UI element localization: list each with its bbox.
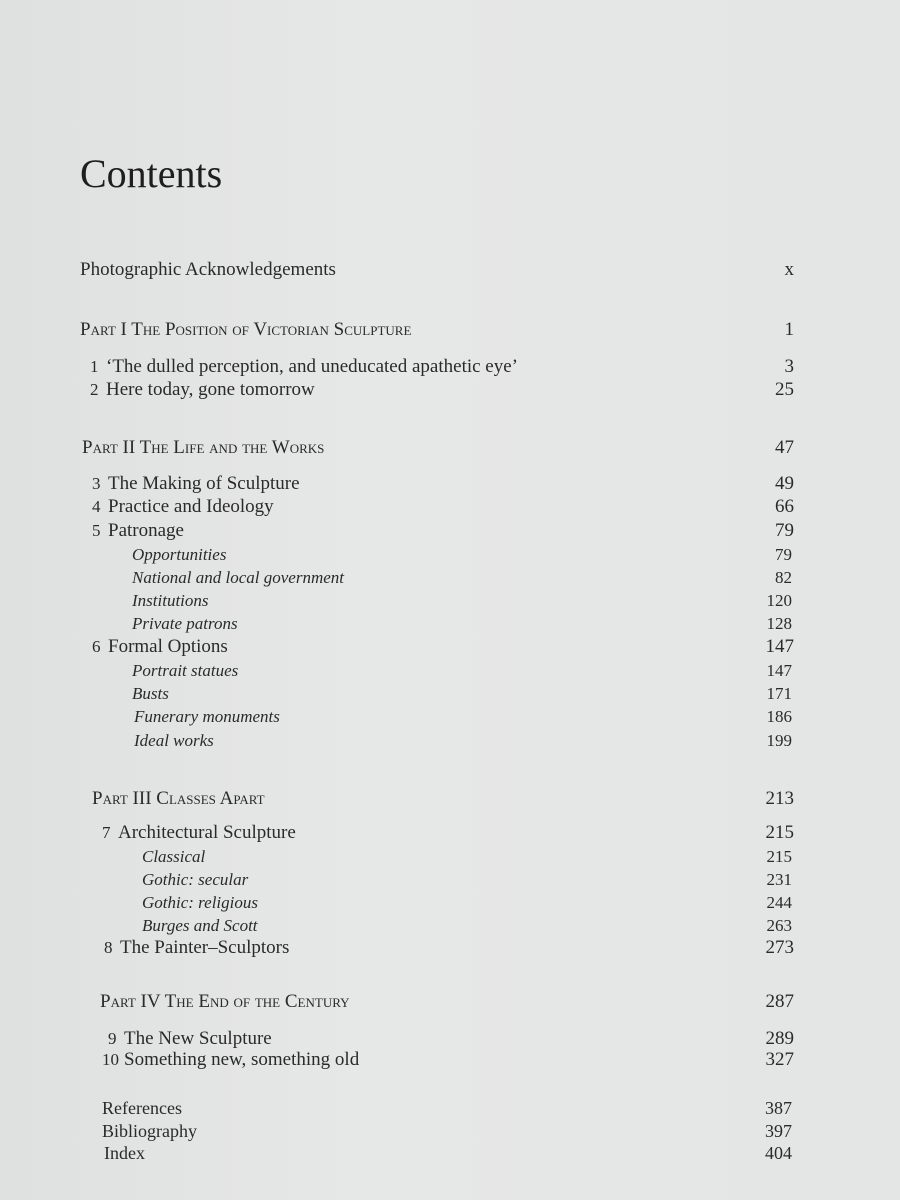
toc-chapter-10 bbox=[102, 1048, 794, 1072]
toc-section bbox=[132, 566, 792, 590]
entry-page: 47 bbox=[775, 437, 794, 458]
chapter-number: 4 bbox=[92, 497, 101, 516]
chapter-title: The Painter–Sculptors bbox=[120, 937, 290, 958]
section-title: Private patrons bbox=[132, 614, 238, 633]
toc-chapter-5 bbox=[92, 519, 794, 543]
part-title: The Position of Victorian Sculpture bbox=[131, 319, 412, 340]
entry-label: Bibliography bbox=[102, 1121, 197, 1141]
part-number: Part IV bbox=[100, 991, 161, 1012]
chapter-number: 2 bbox=[90, 380, 99, 399]
part-title: Classes Apart bbox=[156, 788, 265, 809]
toc-entry-bibliography bbox=[102, 1119, 792, 1143]
chapter-title: ‘The dulled perception, and uneducated apathetic eye’ bbox=[106, 356, 518, 377]
toc-entry-acknowledgements bbox=[80, 258, 794, 282]
chapter-number: 1 bbox=[90, 357, 99, 376]
section-title: Funerary monuments bbox=[134, 707, 280, 726]
entry-page: 186 bbox=[766, 707, 792, 726]
part-title: The Life and the Works bbox=[139, 437, 325, 458]
entry-page: 289 bbox=[765, 1028, 794, 1049]
toc-chapter-1 bbox=[90, 355, 794, 379]
toc-section bbox=[142, 868, 792, 892]
entry-page: 404 bbox=[765, 1143, 792, 1163]
chapter-title: Patronage bbox=[108, 520, 184, 541]
toc-section bbox=[142, 891, 792, 915]
toc-part-4 bbox=[100, 990, 794, 1014]
toc-section bbox=[134, 729, 792, 753]
part-number: Part III bbox=[92, 788, 152, 809]
entry-page: 1 bbox=[784, 319, 794, 340]
entry-page: 49 bbox=[775, 473, 794, 494]
entry-label: Index bbox=[104, 1143, 145, 1163]
entry-page: 79 bbox=[775, 545, 792, 564]
section-title: Opportunities bbox=[132, 545, 227, 564]
chapter-title: Architectural Sculpture bbox=[118, 822, 296, 843]
entry-page: 199 bbox=[766, 731, 792, 750]
entry-label: References bbox=[102, 1098, 182, 1118]
entry-page: 171 bbox=[766, 684, 792, 703]
toc-chapter-4 bbox=[92, 495, 794, 519]
toc-section bbox=[134, 705, 792, 729]
section-title: Portrait statues bbox=[132, 661, 239, 680]
section-title: Classical bbox=[142, 847, 206, 866]
chapter-title: Here today, gone tomorrow bbox=[106, 379, 315, 400]
toc-section bbox=[142, 914, 792, 938]
toc-section bbox=[132, 543, 792, 567]
chapter-title: Formal Options bbox=[108, 636, 228, 657]
part-number: Part I bbox=[80, 319, 127, 340]
entry-page: 273 bbox=[765, 937, 794, 958]
toc-chapter-3 bbox=[92, 472, 794, 496]
chapter-number: 8 bbox=[104, 938, 113, 957]
toc-chapter-6 bbox=[92, 635, 794, 659]
toc-chapter-2 bbox=[90, 378, 794, 402]
chapter-title: The New Sculpture bbox=[124, 1028, 272, 1049]
part-title: The End of the Century bbox=[164, 991, 350, 1012]
toc-part-3 bbox=[92, 787, 794, 811]
entry-page: 327 bbox=[765, 1049, 794, 1070]
section-title: Burges and Scott bbox=[142, 916, 258, 935]
toc-entry-index bbox=[104, 1141, 792, 1165]
toc-section bbox=[132, 682, 792, 706]
entry-page: 263 bbox=[766, 916, 792, 935]
entry-page: 215 bbox=[766, 847, 792, 866]
toc-entry-references bbox=[102, 1096, 792, 1120]
entry-page: 3 bbox=[784, 356, 794, 377]
chapter-number: 5 bbox=[92, 521, 101, 540]
entry-page: 244 bbox=[766, 893, 792, 912]
entry-page: 231 bbox=[766, 870, 792, 889]
entry-page: 147 bbox=[765, 636, 794, 657]
toc-section bbox=[142, 845, 792, 869]
toc-chapter-8 bbox=[104, 936, 794, 960]
chapter-number: 3 bbox=[92, 474, 101, 493]
entry-page: 128 bbox=[766, 614, 792, 633]
section-title: Gothic: secular bbox=[142, 870, 249, 889]
chapter-number: 6 bbox=[92, 637, 101, 656]
toc-section bbox=[132, 589, 792, 613]
chapter-title: The Making of Sculpture bbox=[108, 473, 300, 494]
entry-page: 82 bbox=[775, 568, 792, 587]
section-title: Gothic: religious bbox=[142, 893, 258, 912]
section-title: Ideal works bbox=[134, 731, 214, 750]
toc-chapter-7 bbox=[102, 821, 794, 845]
toc-part-1 bbox=[80, 318, 794, 342]
entry-page: 79 bbox=[775, 520, 794, 541]
page-title: Contents bbox=[80, 151, 223, 196]
section-title: Institutions bbox=[132, 591, 209, 610]
entry-page: 147 bbox=[766, 661, 792, 680]
entry-page: x bbox=[784, 259, 794, 280]
entry-label: Photographic Acknowledgements bbox=[80, 259, 336, 280]
entry-page: 120 bbox=[766, 591, 792, 610]
chapter-number: 10 bbox=[102, 1050, 119, 1069]
toc-section bbox=[132, 612, 792, 636]
chapter-title: Practice and Ideology bbox=[108, 496, 274, 517]
section-title: National and local government bbox=[132, 568, 345, 587]
entry-page: 66 bbox=[775, 496, 794, 517]
chapter-number: 7 bbox=[102, 823, 111, 842]
toc-section bbox=[132, 659, 792, 683]
chapter-title: Something new, something old bbox=[124, 1049, 360, 1070]
section-title: Busts bbox=[132, 684, 169, 703]
chapter-number: 9 bbox=[108, 1029, 117, 1048]
part-number: Part II bbox=[82, 437, 136, 458]
toc-part-2 bbox=[82, 436, 794, 460]
entry-page: 213 bbox=[765, 788, 794, 809]
entry-page: 397 bbox=[765, 1121, 792, 1141]
entry-page: 25 bbox=[775, 379, 794, 400]
entry-page: 215 bbox=[765, 822, 794, 843]
entry-page: 387 bbox=[765, 1098, 792, 1118]
entry-page: 287 bbox=[765, 991, 794, 1012]
